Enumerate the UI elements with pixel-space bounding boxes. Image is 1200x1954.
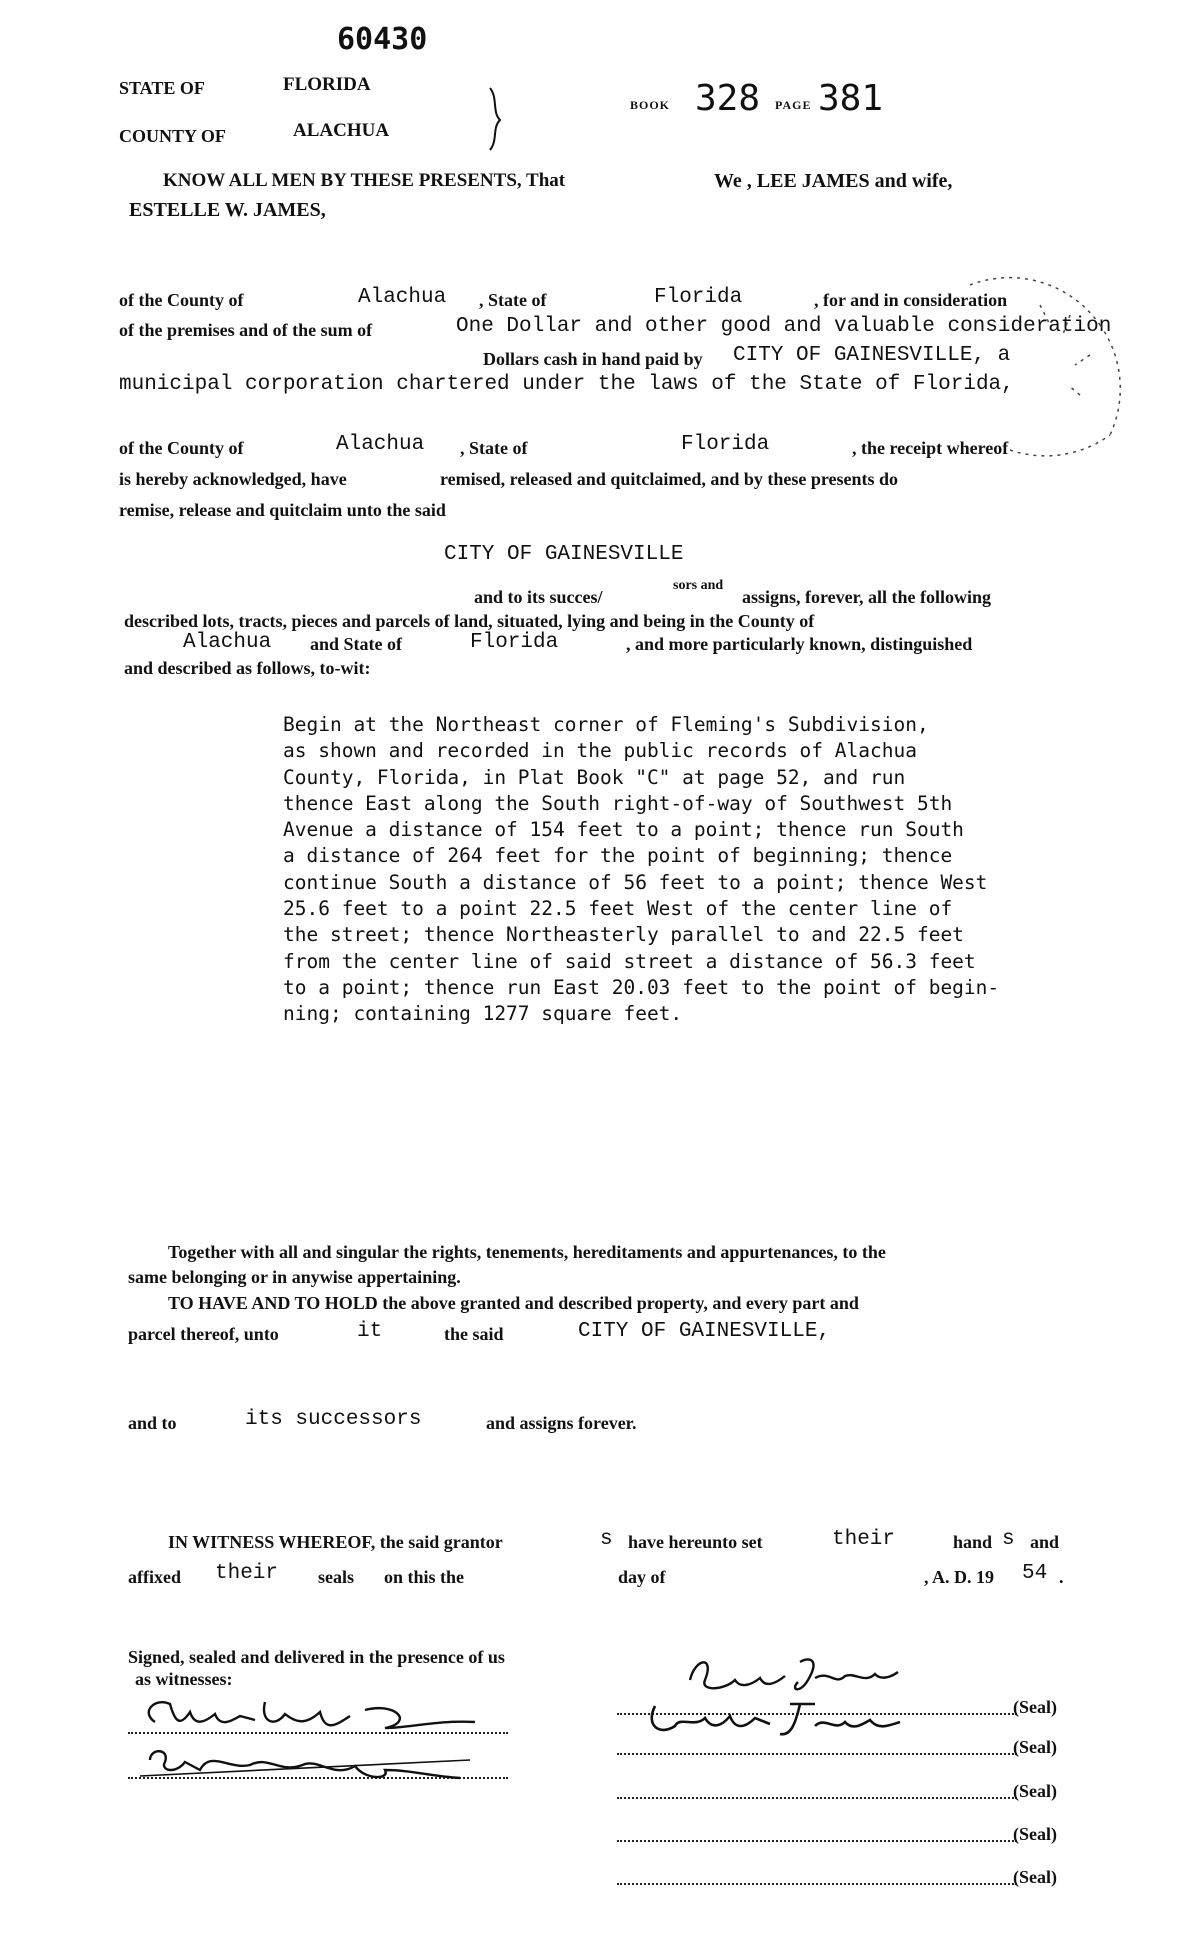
grantee-line-a: CITY OF GAINESVILLE, a <box>733 344 1011 367</box>
legal-line: as shown and recorded in the public records of Alachua <box>283 739 917 763</box>
and-to-its: and to its succes/ <box>474 587 603 607</box>
signature-line-4 <box>617 1819 1057 1845</box>
the-said-label: the said <box>444 1324 504 1344</box>
county-value: ALACHUA <box>293 120 390 141</box>
acknowledged-label: is hereby acknowledged, have <box>119 469 347 489</box>
signature-line-3 <box>617 1776 1057 1802</box>
legal-line: County, Florida, in Plat Book "C" at page 52, and run <box>283 765 906 789</box>
state-of-label-1: , State of <box>479 290 547 310</box>
grantors-line-1: We , LEE JAMES and wife, <box>714 170 953 192</box>
to-have-and-hold-line: TO HAVE AND TO HOLD the above granted and described property, and every part and <box>168 1293 859 1313</box>
on-this-the: on this the <box>384 1567 465 1587</box>
seals-label: seals <box>318 1567 354 1587</box>
legal-line: continue South a distance of 56 feet to a point; thence West <box>283 870 988 894</box>
described-lots-line: described lots, tracts, pieces and parcels of land, situated, lying and being in the County of <box>124 611 815 631</box>
and-to-label: and to <box>128 1413 177 1433</box>
page-number: 381 <box>818 78 884 119</box>
for-consideration: , for and in consideration <box>814 290 1008 310</box>
affixed-label: affixed <box>128 1567 181 1587</box>
and-state-of: and State of <box>310 634 403 654</box>
their-2: their <box>215 1562 279 1585</box>
consideration-sum: One Dollar and other good and valuable consideration <box>456 315 1112 338</box>
day-of-label: day of <box>618 1567 666 1587</box>
grantee-state: Florida <box>681 433 770 456</box>
legal-line: Begin at the Northeast corner of Fleming's Subdivision, <box>283 713 929 736</box>
grantor-state: Florida <box>654 286 743 309</box>
grantee-name-heading: CITY OF GAINESVILLE <box>444 543 684 566</box>
legal-line: to a point; thence run East 20.03 feet to the point of begin- <box>283 975 1000 999</box>
signature-line-5 <box>617 1862 1057 1888</box>
receipt-whereof: , the receipt whereof <box>852 438 1009 458</box>
book-number: 328 <box>695 78 761 119</box>
seal-label: (Seal) <box>1013 1781 1057 1801</box>
witness-signature-2 <box>140 1740 470 1784</box>
conveyance-state: Florida <box>470 631 559 654</box>
same-belonging-line: same belonging or in anywise appertaining. <box>128 1267 461 1287</box>
unto-it: it <box>357 1320 383 1343</box>
legal-line: ning; containing 1277 square feet. <box>283 1002 683 1026</box>
legal-line: thence East along the South right-of-way of Southwest 5th <box>283 791 953 815</box>
signed-sealed-label: Signed, sealed and delivered in the presence of us <box>128 1647 505 1667</box>
document-number: 60430 <box>337 22 428 57</box>
and-label: and <box>1030 1532 1060 1552</box>
remise-release-line: remise, release and quitclaim unto the said <box>119 500 446 520</box>
legal-line: Avenue a distance of 154 feet to a point; thence run South <box>283 818 964 842</box>
grantor-county: Alachua <box>358 286 447 309</box>
their-1: their <box>832 1528 896 1551</box>
hands-label: hand <box>953 1532 993 1552</box>
parcel-thereof-label: parcel thereof, unto <box>128 1324 279 1344</box>
brace-icon <box>486 86 506 152</box>
conveyance-county: Alachua <box>183 631 272 654</box>
grantor-plural-s: s <box>600 1528 613 1551</box>
year-period: . <box>1059 1567 1064 1587</box>
of-county-label-2: of the County of <box>119 438 244 458</box>
hands-plural-s: s <box>1002 1528 1015 1551</box>
notary-seal-icon <box>950 265 1130 465</box>
grantors-line-2: ESTELLE W. JAMES, <box>129 199 326 221</box>
grantor-signature-1 <box>680 1650 900 1700</box>
know-all-men: KNOW ALL MEN BY THESE PRESENTS, That <box>163 170 566 191</box>
legal-line: a distance of 264 feet for the point of beginning; thence <box>283 844 953 868</box>
legal-line: from the center line of said street a distance of 56.3 feet <box>283 949 976 973</box>
grantor-signature-2 <box>640 1696 920 1742</box>
seal-label: (Seal) <box>1013 1737 1057 1757</box>
anno-domini: , A. D. 19 <box>924 1567 995 1587</box>
have-hereunto-set: have hereunto set <box>628 1532 763 1552</box>
as-witnesses-label: as witnesses: <box>135 1669 233 1689</box>
county-label: COUNTY OF <box>119 126 226 146</box>
of-county-label-1: of the County of <box>119 290 244 310</box>
seal-label: (Seal) <box>1013 1697 1057 1717</box>
described-as-follows: and described as follows, to-wit: <box>124 658 371 678</box>
grantee-line-b: municipal corporation chartered under the laws of the State of Florida, <box>119 373 1014 396</box>
remised-label: remised, released and quitclaimed, and by these presents do <box>440 469 899 489</box>
witness-signature-1 <box>135 1692 505 1738</box>
in-witness-whereof: IN WITNESS WHEREOF, the said grantor <box>168 1532 503 1552</box>
its-successors: its successors <box>245 1408 422 1431</box>
page-label: PAGE <box>775 98 812 112</box>
book-label: BOOK <box>630 98 671 112</box>
more-particularly: , and more particularly known, distinguished <box>626 634 973 654</box>
dollars-cash-label: Dollars cash in hand paid by <box>483 349 703 369</box>
habendum-grantee: CITY OF GAINESVILLE, <box>578 1320 831 1343</box>
grantee-county: Alachua <box>336 433 425 456</box>
legal-line: the street; thence Northeasterly parallel to and 22.5 feet <box>283 923 964 947</box>
legal-line: 25.6 feet to a point 22.5 feet West of the center line of <box>283 897 953 921</box>
assigns-forever: assigns, forever, all the following <box>742 587 992 607</box>
seal-label: (Seal) <box>1013 1824 1057 1844</box>
state-value: FLORIDA <box>283 74 371 95</box>
sors-and: sors and <box>673 578 724 593</box>
premises-label: of the premises and of the sum of <box>119 320 373 340</box>
assigns-forever-label: and assigns forever. <box>486 1413 637 1433</box>
together-with-line: Together with all and singular the rights, tenements, hereditaments and appurtenances, to the <box>168 1242 886 1262</box>
legal-description <box>283 712 1003 1028</box>
year-value: 54 <box>1022 1562 1048 1585</box>
state-of-label-2: , State of <box>460 438 528 458</box>
state-label: STATE OF <box>119 78 205 98</box>
seal-label: (Seal) <box>1013 1867 1057 1887</box>
